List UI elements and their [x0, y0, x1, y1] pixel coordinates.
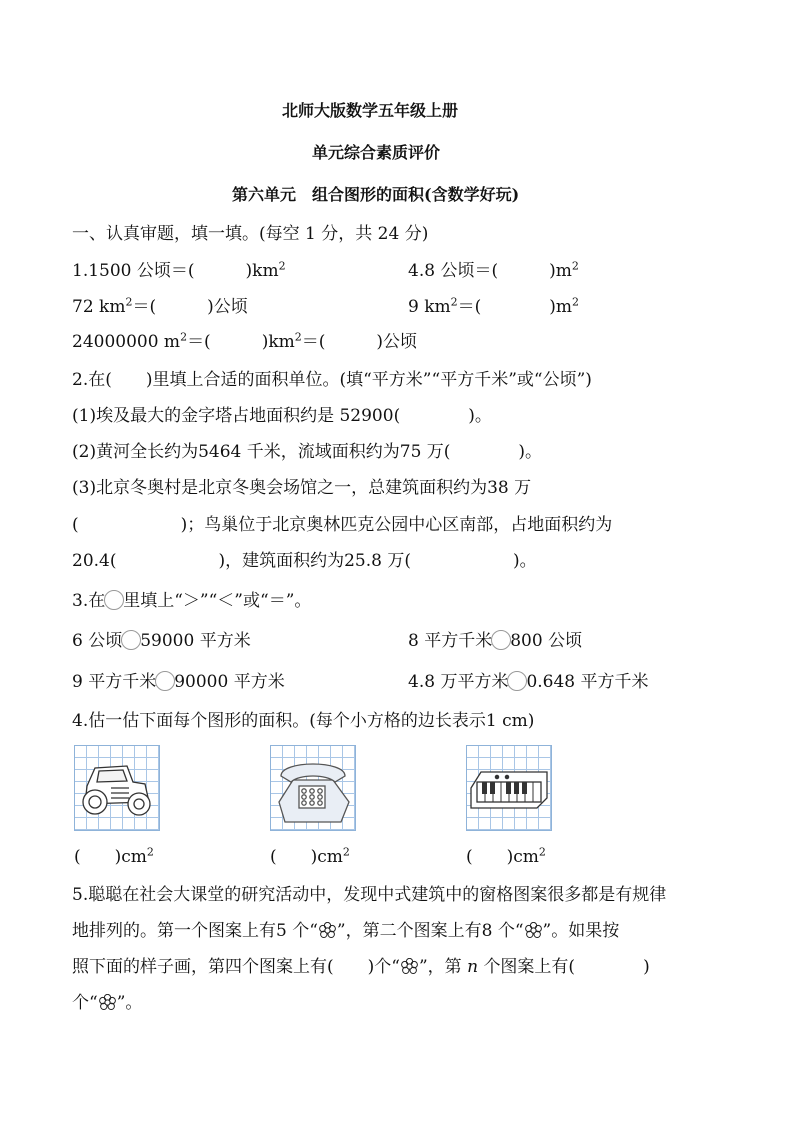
assessment-title: 单元综合素质评价: [312, 143, 441, 162]
q3-row2-right: 4.8 万平方米 0.648 平方千米: [408, 672, 649, 692]
q1-item-e: 24000000 $m^2=$( )$km^2=$( )公顷: [72, 330, 418, 352]
compare-circle-icon[interactable]: [507, 671, 527, 691]
q5-line3: 照下面的样子画，第四个图案上有( )个“ ”，第 n 个图案上有( ): [72, 957, 650, 977]
q5-line4: 个“ ”。: [72, 993, 143, 1013]
q1-item-d: 9 $km^2=$( )$m^2$: [408, 295, 580, 317]
unit-title: 第六单元 组合图形的面积(含数学好玩): [232, 185, 520, 204]
tractor-icon: [75, 746, 159, 830]
q2-intro: 2.在( )里填上合适的面积单位。(填“平方米”“平方千米”或“公顷”): [72, 370, 592, 390]
q1-item-b: 4.8 公顷＝( )$m^2$: [408, 259, 579, 281]
q4-intro: 4.估一估下面每个图形的面积。(每个小方格的边长表示1 cm): [72, 711, 535, 731]
q5-line2: 地排列的。第一个图案上有5 个“ ”，第二个图案上有8 个“ ”。如果按: [72, 921, 620, 941]
q2-sub3-line3: 20.4( )，建筑面积约为25.8 万( )。: [72, 551, 537, 571]
q3-row1-left: 6 公顷 59000 平方米: [72, 631, 251, 651]
q4-answer-1[interactable]: ( )$cm^2$: [74, 845, 154, 867]
section-heading: 一、认真审题，填一填。(每空 1 分，共 24 分): [72, 224, 429, 244]
compare-circle-icon[interactable]: [491, 630, 511, 650]
q1-item-a: 1.1500 公顷＝( )$km^2$: [72, 259, 286, 281]
q2-sub3-line2: ( )；鸟巢位于北京奥林匹克公园中心区南部，占地面积约为: [72, 515, 613, 535]
flower-icon: [525, 922, 542, 939]
keyboard-figure: [466, 745, 552, 831]
compare-circle-icon[interactable]: [121, 630, 141, 650]
q4-answer-3[interactable]: ( )$cm^2$: [466, 845, 546, 867]
telephone-figure: [270, 745, 356, 831]
q1-item-c: 72 $km^2=$( )公顷: [72, 295, 248, 317]
q3-intro: 3.在 里填上“＞”“＜”或“＝”。: [72, 591, 312, 611]
flower-icon: [99, 994, 116, 1011]
tractor-figure: [74, 745, 160, 831]
keyboard-icon: [467, 746, 551, 830]
q2-sub1: (1)埃及最大的金字塔占地面积约是 52900( )。: [72, 406, 492, 426]
compare-circle-icon[interactable]: [155, 671, 175, 691]
q3-row1-right: 8 平方千米 800 公顷: [408, 631, 583, 651]
telephone-icon: [271, 746, 355, 830]
q4-answer-2[interactable]: ( )$cm^2$: [270, 845, 350, 867]
q2-sub2: (2)黄河全长约为5464 千米，流域面积约为75 万( )。: [72, 442, 543, 462]
book-title: 北师大版数学五年级上册: [282, 101, 459, 120]
flower-icon: [319, 922, 336, 939]
flower-icon: [401, 958, 418, 975]
q3-row2-left: 9 平方千米 90000 平方米: [72, 672, 285, 692]
q5-line1: 5.聪聪在社会大课堂的研究活动中，发现中式建筑中的窗格图案很多都是有规律: [72, 885, 667, 905]
q2-sub3-line1: (3)北京冬奥村是北京冬奥会场馆之一，总建筑面积约为38 万: [72, 478, 532, 498]
compare-circle-icon: [104, 590, 124, 610]
